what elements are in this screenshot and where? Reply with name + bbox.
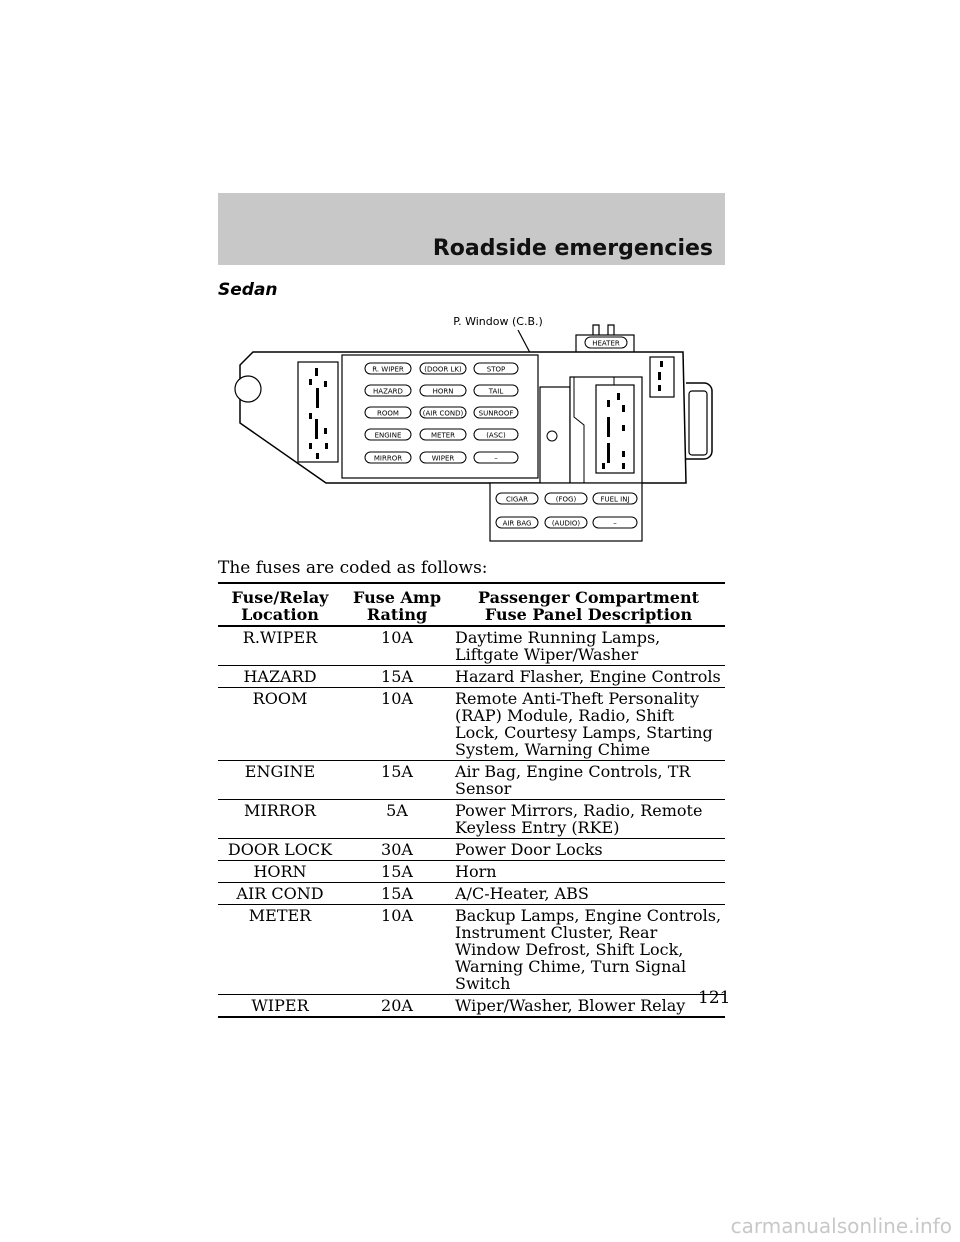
fuse-location: ENGINE xyxy=(218,761,342,800)
fuse-rating: 10A xyxy=(342,905,452,995)
fuse-label: SUNROOF xyxy=(478,409,514,418)
fuse-location: HORN xyxy=(218,861,342,883)
fuse-description: Air Bag, Engine Controls, TR Sensor xyxy=(452,761,725,800)
callout-label: P. Window (C.B.) xyxy=(453,315,543,328)
fuse-location: DOOR LOCK xyxy=(218,839,342,861)
fuse-description: Remote Anti-Theft Personality (RAP) Module, Radio, Shift Lock, Courtesy Lamps, Starting System, Warning Chime xyxy=(452,688,725,761)
fuse-description: Wiper/Washer, Blower Relay xyxy=(452,995,725,1018)
fuse-rating: 15A xyxy=(342,761,452,800)
fuse-rating: 15A xyxy=(342,861,452,883)
fuse-description: A/C-Heater, ABS xyxy=(452,883,725,905)
fuse-rating: 5A xyxy=(342,800,452,839)
fuse-location: HAZARD xyxy=(218,666,342,688)
fuse-label: (AUDIO) xyxy=(551,519,581,528)
table-row xyxy=(218,800,725,839)
column-header-description: Passenger Compartment Fuse Panel Description xyxy=(452,583,725,626)
fuse-label: TAIL xyxy=(488,387,504,396)
lower-fuse-block xyxy=(490,483,642,541)
fuse-rating: 10A xyxy=(342,626,452,666)
fuse-label: CIGAR xyxy=(505,495,529,504)
fuse-description: Power Door Locks xyxy=(452,839,725,861)
fuse-rating: 30A xyxy=(342,839,452,861)
fuse-label: – xyxy=(494,454,498,463)
section-title: Sedan xyxy=(218,280,278,300)
page-header-title: Roadside emergencies xyxy=(432,236,713,261)
table-row xyxy=(218,905,725,995)
fuse-label: AIR BAG xyxy=(502,519,532,528)
fuse-description: Horn xyxy=(452,861,725,883)
table-row xyxy=(218,995,725,1018)
fuse-label: METER xyxy=(430,431,456,440)
fuse-description: Backup Lamps, Engine Controls, Instrument Cluster, Rear Window Defrost, Shift Lock, Warning Chime, Turn Signal Switch xyxy=(452,905,725,995)
lower-fuse-row-2 xyxy=(496,517,637,528)
fuse-location: METER xyxy=(218,905,342,995)
table-row xyxy=(218,839,725,861)
fuse-label: WIPER xyxy=(431,454,455,463)
fuse-label: FUEL INJ xyxy=(600,495,630,504)
fuse-panel-diagram xyxy=(218,305,725,545)
lower-fuse-row-1 xyxy=(496,493,637,504)
fuse-location: ROOM xyxy=(218,688,342,761)
fuse-description: Hazard Flasher, Engine Controls xyxy=(452,666,725,688)
fuse-description: Daytime Running Lamps, Liftgate Wiper/Washer xyxy=(452,626,725,666)
fuse-rating: 15A xyxy=(342,666,452,688)
fuse-label: STOP xyxy=(486,365,506,374)
fuse-heater-label: HEATER xyxy=(592,339,620,348)
fuse-label: (ASC) xyxy=(486,431,506,440)
fuse-label: HORN xyxy=(432,387,454,396)
intro-text: The fuses are coded as follows: xyxy=(218,558,488,578)
watermark: carmanualsonline.info xyxy=(730,1214,952,1238)
table-row xyxy=(218,626,725,666)
fuse-label: (DOOR LK) xyxy=(424,365,462,374)
mounting-hole xyxy=(235,376,261,402)
fuse-label: HAZARD xyxy=(373,387,403,396)
fuse-label: (AIR COND) xyxy=(422,409,464,418)
fuse-label: – xyxy=(613,519,617,528)
column-header-location: Fuse/Relay Location xyxy=(218,583,342,626)
table-row xyxy=(218,761,725,800)
fuse-label: ENGINE xyxy=(374,431,402,440)
fuse-rating: 20A xyxy=(342,995,452,1018)
fuse-description: Power Mirrors, Radio, Remote Keyless Entry (RKE) xyxy=(452,800,725,839)
fuse-location: MIRROR xyxy=(218,800,342,839)
table-row xyxy=(218,688,725,761)
table-header-row xyxy=(218,583,725,626)
table-row xyxy=(218,666,725,688)
fuse-label: R. WIPER xyxy=(372,365,404,374)
fuse-label: MIRROR xyxy=(373,454,403,463)
fuse-label: (FOG) xyxy=(555,495,577,504)
column-header-amp: Fuse Amp Rating xyxy=(342,583,452,626)
left-relay xyxy=(298,362,338,462)
page-number: 121 xyxy=(698,988,731,1008)
fuse-rating: 15A xyxy=(342,883,452,905)
fuse-label: ROOM xyxy=(377,409,399,418)
header-band xyxy=(218,193,725,265)
table-row xyxy=(218,883,725,905)
fuse-table xyxy=(218,582,725,1018)
fuse-location: AIR COND xyxy=(218,883,342,905)
fuse-rating: 10A xyxy=(342,688,452,761)
fuse-location: R.WIPER xyxy=(218,626,342,666)
fuse-location: WIPER xyxy=(218,995,342,1018)
table-row xyxy=(218,861,725,883)
